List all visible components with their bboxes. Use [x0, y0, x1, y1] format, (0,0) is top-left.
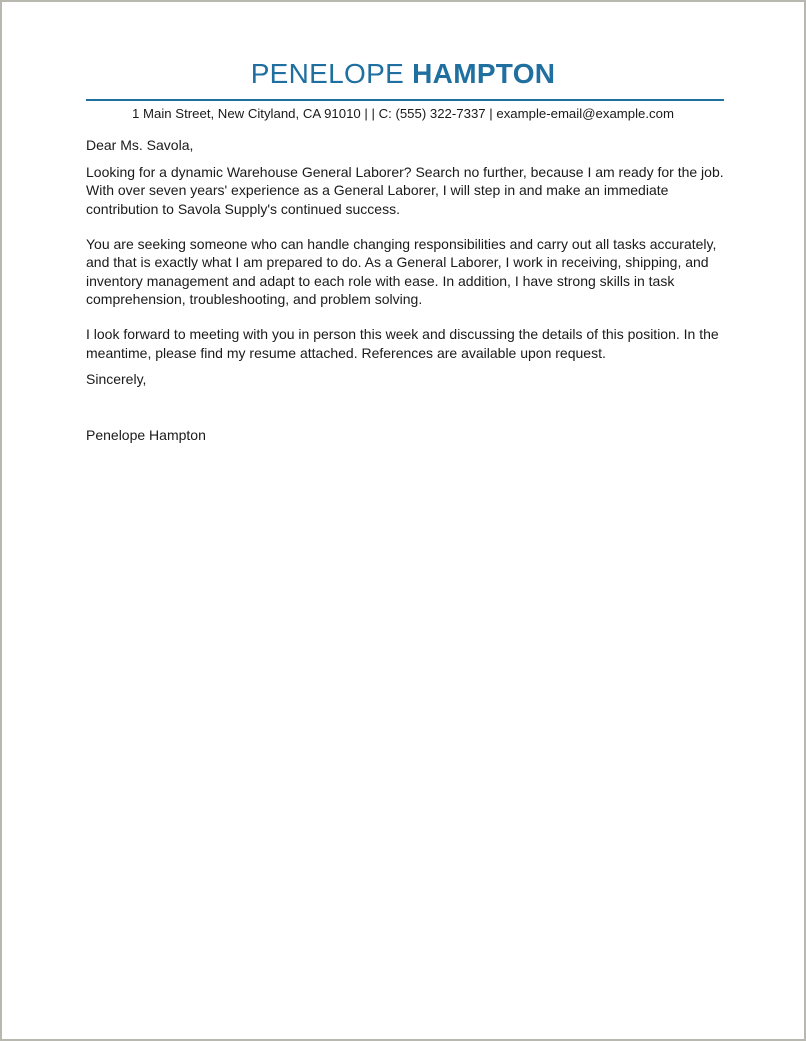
paragraph-3: I look forward to meeting with you in person this week and discussing the details of this position. In the meantime, please find my resume attached. References are available upon request. — [86, 326, 719, 361]
paragraph-2: You are seeking someone who can handle changing responsibilities and carry out all tasks accurately, and that is exactly what I am prepared to do. As a General Laborer, I work in receiving, shipping, and inventory management and adapt to each role with ease. In addition, I have strong skills in task comprehension, troubleshooting, and problem solving. — [86, 235, 717, 307]
header-divider — [86, 99, 724, 101]
signature-name: Penelope Hampton — [86, 426, 206, 443]
contact-line: 1 Main Street, New Cityland, CA 91010 | | C: (555) 322-7337 | example-email@example.com — [132, 106, 674, 121]
paragraph-1: Looking for a dynamic Warehouse General Laborer? Search no further, because I am ready for the job. With over seven years' experience as a General Laborer, I will step in and make an immediate contribution to Savola Supply's continued success. — [86, 163, 724, 217]
first-name: PENELOPE — [250, 58, 405, 89]
applicant-name — [2, 58, 804, 90]
closing: Sincerely, — [86, 371, 147, 387]
salutation: Dear Ms. Savola, — [86, 137, 194, 153]
letter-body — [86, 136, 734, 444]
last-name: HAMPTON — [412, 58, 556, 89]
